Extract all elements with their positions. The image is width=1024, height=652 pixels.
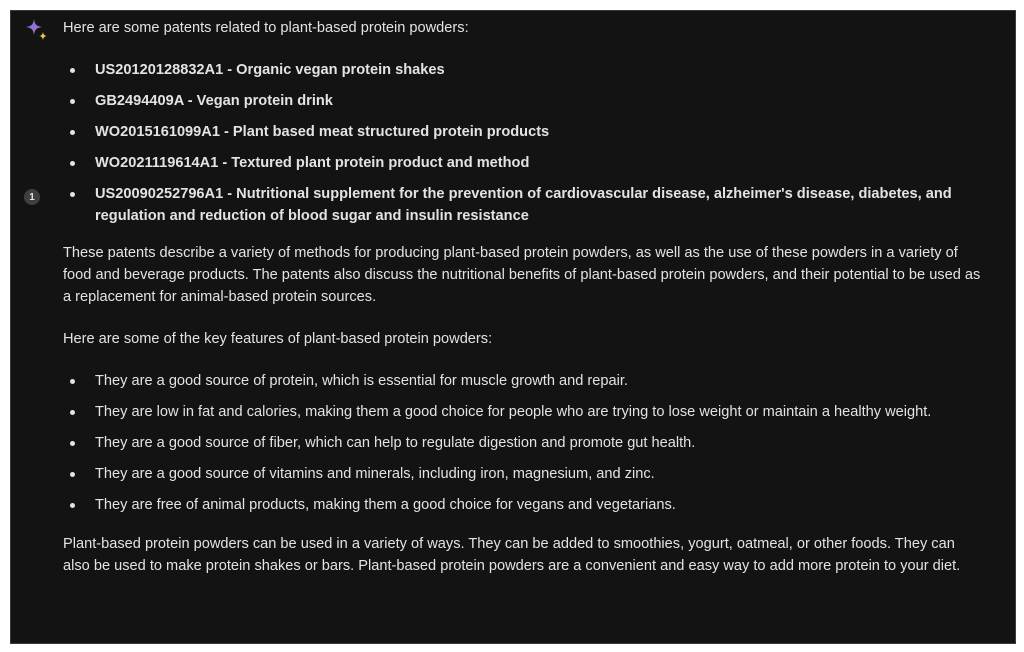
feature-item: They are a good source of vitamins and minerals, including iron, magnesium, and zinc. <box>63 463 983 485</box>
description-paragraph: These patents describe a variety of methods for producing plant-based protein powders, as well as the use of these powders in a variety of food and beverage products. The patents also discuss the nutritional benefits of plant-based protein powders, and their potential to be used as a replacement for animal-based protein sources. <box>63 245 981 305</box>
response-content <box>63 17 983 577</box>
sparkle-icon <box>23 17 49 43</box>
patent-item: GB2494409A - Vegan protein drink <box>63 90 983 112</box>
patent-list <box>63 59 983 227</box>
feature-item: They are a good source of protein, which is essential for muscle growth and repair. <box>63 370 983 392</box>
intro-text: Here are some patents related to plant-based protein powders: <box>63 20 469 36</box>
features-intro: Here are some of the key features of plant-based protein powders: <box>63 331 493 347</box>
patent-item: US20120128832A1 - Organic vegan protein shakes <box>63 59 983 81</box>
response-panel <box>10 10 1016 644</box>
citation-badge[interactable]: 1 <box>24 189 40 205</box>
feature-list <box>63 370 983 516</box>
closing-paragraph: Plant-based protein powders can be used in a variety of ways. They can be added to smoothies, yogurt, oatmeal, or other foods. They can also be used to make protein shakes or bars. Plant-based protein powders are a convenient and easy way to add more protein to your diet. <box>63 536 961 574</box>
feature-item: They are a good source of fiber, which can help to regulate digestion and promote gut health. <box>63 432 983 454</box>
patent-item: WO2021119614A1 - Textured plant protein product and method <box>63 152 983 174</box>
feature-item: They are free of animal products, making them a good choice for vegans and vegetarians. <box>63 494 983 516</box>
feature-item: They are low in fat and calories, making them a good choice for people who are trying to lose weight or maintain a healthy weight. <box>63 401 983 423</box>
patent-item: WO2015161099A1 - Plant based meat structured protein products <box>63 121 983 143</box>
patent-item: US20090252796A1 - Nutritional supplement for the prevention of cardiovascular disease, alzheimer's disease, diabetes, and regulation and reduction of blood sugar and insulin resistance <box>63 183 983 227</box>
